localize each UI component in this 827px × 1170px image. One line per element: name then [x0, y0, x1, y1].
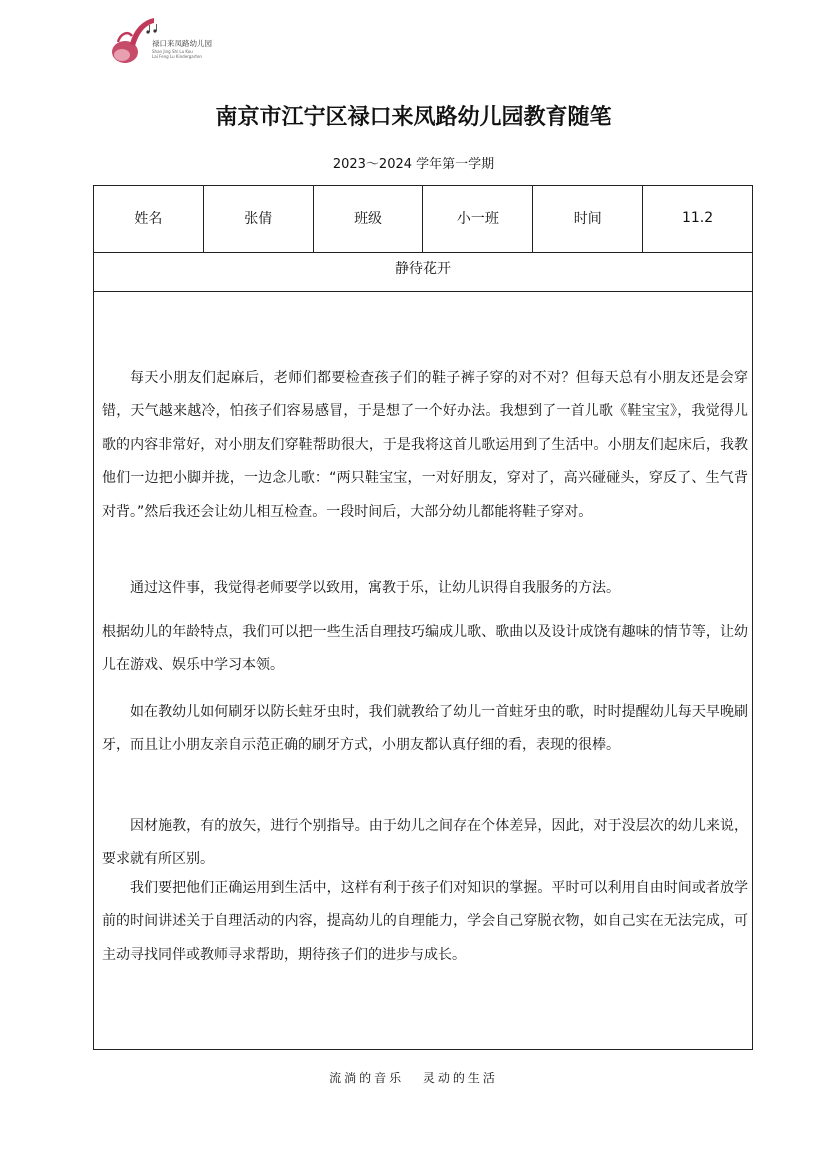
footer-slogan: 流淌的音乐 灵动的生活 — [329, 1071, 498, 1085]
time-label: 时间 — [533, 186, 643, 252]
name-value: 张倩 — [204, 186, 314, 252]
paragraph-1: 每天小朋友们起麻后，老师们都要检查孩子们的鞋子裤子穿的对不对？但每天总有小朋友还是会穿错，天气越来越冷，怕孩子们容易感冒，于是想了一个好办法。我想到了一首儿歌《鞋宝宝》，我觉得儿歌的内容非常好，对小朋友们穿鞋帮助很大，于是我将这首儿歌运用到了生活中。小朋友们起床后，我教他们一边把小脚并拢，一边念儿歌：“两只鞋宝宝，一对好朋友，穿对了，高兴碰碰头，穿反了、生气背对背。”然后我还会让幼儿相互检查。一段时间后，大部分幼儿都能将鞋子穿对。 — [102, 370, 748, 520]
logo-en-line1: Shan Jing Shi Lu Kou — [152, 48, 193, 54]
paragraph-2: 通过这件事，我觉得老师要学以致用，寓教于乐，让幼儿识得自我服务的方法。 — [130, 580, 620, 596]
info-row — [94, 186, 752, 253]
paragraph-5: 因材施教，有的放矢，进行个别指导。由于幼儿之间存在个体差异，因此，对于没层次的幼儿来说，要求就有所区别。 — [102, 818, 748, 868]
kindergarten-logo — [108, 14, 238, 70]
time-value: 11.2 — [681, 210, 714, 226]
essay-topic: 静待花开 — [94, 253, 752, 292]
name-label: 姓名 — [94, 186, 204, 252]
semester-label: 2023～2024 学年第一学期 — [332, 157, 495, 172]
essay-table — [93, 185, 753, 1050]
class-value: 小一班 — [423, 186, 533, 252]
paragraph-4: 如在教幼儿如何刷牙以防长蛀牙虫时，我们就教给了幼儿一首蛀牙虫的歌，时时提醒幼儿每天早晚刷牙，而且让小朋友亲自示范正确的刷牙方式，小朋友都认真仔细的看，表现的很棒。 — [102, 704, 748, 754]
document-title: 南京市江宁区禄口来凤路幼儿园教育随笔 — [215, 104, 612, 130]
logo-en-line2: Lai Feng Lu Kindergarten — [152, 53, 202, 59]
logo-text — [152, 40, 212, 59]
class-label: 班级 — [314, 186, 424, 252]
logo-name: 禄口来凤路幼儿园 — [152, 39, 212, 48]
paragraph-3: 根据幼儿的年龄特点，我们可以把一些生活自理技巧编成儿歌、歌曲以及设计成饶有趣味的情节等，让幼儿在游戏、娱乐中学习本领。 — [102, 624, 748, 674]
paragraph-6: 我们要把他们正确运用到生活中，这样有利于孩子们对知识的掌握。平时可以利用自由时间或者放学前的时间讲述关于自理活动的内容，提高幼儿的自理能力，学会自己穿脱衣物，如自己实在无法完成，可主动寻找同伴或教师寻求帮助，期待孩子们的进步与成长。 — [102, 880, 748, 963]
